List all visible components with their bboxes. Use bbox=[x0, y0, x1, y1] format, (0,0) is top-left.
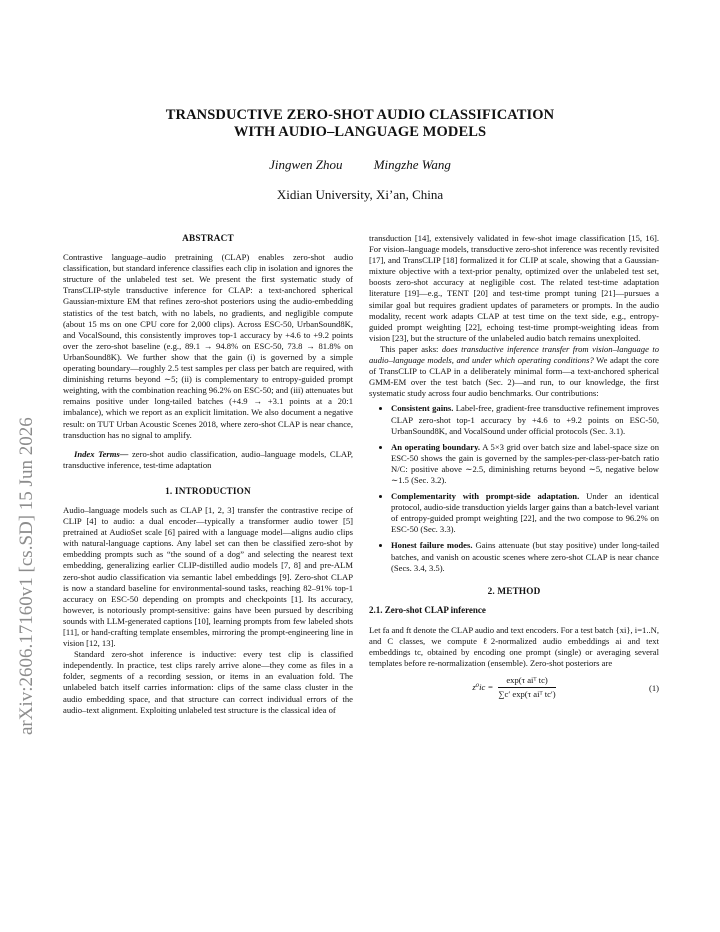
contribution-text: A 5×3 grid over batch size and label-space size on ESC-50 shows the gain is governed by the samples-per-class-per-batch ratio N/C: positive above ∼2.5, diminishing returns beyond ∼5, negative below ∼1.5 (Sec. 3.2). bbox=[391, 441, 659, 485]
equation-lhs: z⁰ic = bbox=[472, 682, 494, 693]
method-heading: 2. METHOD bbox=[487, 585, 541, 596]
authors bbox=[60, 157, 660, 173]
contribution-text: Gains attenuate (but stay positive) under long-tailed batches, and vanish on acoustic scenes where zero-shot CLAP is near chance (Secs. 3.4, 3.5). bbox=[391, 540, 659, 573]
abstract-heading: ABSTRACT bbox=[182, 233, 234, 243]
equation-denominator: ∑c′ exp(τ aiᵀ tc′) bbox=[498, 689, 556, 700]
paper-title bbox=[60, 107, 660, 141]
para4-lead: This paper asks: bbox=[380, 343, 442, 354]
contribution-head: Honest failure modes. bbox=[391, 540, 473, 551]
author-1: Jingwen Zhou bbox=[269, 157, 343, 172]
method-subheading: 2.1. Zero-shot CLAP inference bbox=[369, 604, 486, 615]
right-column bbox=[369, 233, 659, 703]
equation-fraction bbox=[498, 675, 555, 700]
contribution-text: Label-free, gradient-free transductive refinement improves CLAP zero-shot top-1 accuracy by +4.6 to +9.2 points on ESC-50, UrbanSound8K, and VocalSound under official protocols (Sec. 3.1). bbox=[391, 403, 659, 436]
list-item bbox=[391, 491, 659, 535]
equation-1 bbox=[369, 675, 659, 703]
intro-paragraph-4 bbox=[369, 344, 659, 399]
title-line-1: TRANSDUCTIVE ZERO-SHOT AUDIO CLASSIFICATION bbox=[165, 107, 555, 123]
intro-heading: 1. INTRODUCTION bbox=[165, 485, 251, 496]
list-item bbox=[391, 442, 659, 486]
contributions-list bbox=[369, 403, 659, 573]
author-2: Mingzhe Wang bbox=[373, 157, 451, 172]
arxiv-stamp bbox=[2, 180, 42, 740]
contribution-head: Complementarity with prompt-side adaptation. bbox=[391, 491, 580, 502]
title-line-2: WITH AUDIO–LANGUAGE MODELS bbox=[233, 124, 487, 140]
abstract-text: Contrastive language–audio pretraining (CLAP) enables zero-shot audio classification, but standard inference classifies each clip in isolation and ignores the structure of the unlabeled test set. We present the first systematic study of TransCLIP-style transductive inference for CLAP: a text-anchored spherical Gaussian-mixture EM that refines zero-shot posteriors using the audio-embedding statistics of the test batch, with no labels, no gradients, and negligible compute (about 15 ms on one CPU core for 2,000 clips). Across ESC-50, UrbanSound8K, and VocalSound, this consistently improves top-1 accuracy by +4.6 to +9.2 points over the zero-shot baseline (e.g., 89.1 → 94.8% on ESC-50, 73.8 → 81.8% on UrbanSound8K). We further show that the gain (i) is governed by a simple operating boundary—roughly 2.5 test samples per class per batch are required, with diminishing returns beyond ∼5; (ii) is complementary to entropy-guided prompt weighting, with the combination reaching 96.2% on ESC-50; and (iii) attenuates but remains positive under long-tailed batches (+4.9 → +3.1 points at a 20:1 imbalance), which we report as an explicit limitation. We also document a negative result: on TUT Urban Acoustic Scenes 2018, where zero-shot CLAP is near chance, transduction has no signal to amplify. bbox=[63, 252, 353, 440]
index-terms bbox=[63, 449, 353, 471]
intro-paragraph-3: transduction [14], extensively validated in few-shot image classification [15, 16]. For vision–language models, transductive zero-shot inference was recently revisited [17], and TransCLIP [18] formalized it for CLIP at scale, showing that a Gaussian-mixture objective with a text-prior penalty, optimized over the unlabeled test set, boosts zero-shot accuracy at negligible cost. The related test-time adaptation literature [19]—e.g., TENT [20] and test-time prompt tuning [21]—pursues a similar goal but requires gradient updates of parameters or prompts. In the audio modality, recent work adapts CLAP at test time on the text side, e.g., entropy-guided prompt weighting [22], echoing test-time prompt-weighting ideas from vision [23], but the structure of the unlabeled audio batch remains unexploited. bbox=[369, 233, 659, 343]
index-terms-label: Index Terms— bbox=[74, 448, 129, 459]
contribution-head: An operating boundary. bbox=[391, 441, 481, 452]
left-column bbox=[63, 233, 353, 716]
affiliation: Xidian University, Xi’an, China bbox=[276, 187, 444, 202]
para4-rest: We adapt the core of TransCLIP to CLAP in a deliberately minimal form—a text-anchored spherical GMM-EM over the test batch (Sec. 2)—and run, to our knowledge, the first systematic study across four audio benchmarks. Our contributions: bbox=[369, 355, 659, 399]
method-paragraph: Let fa and ft denote the CLAP audio and text encoders. For a test batch {xi}, i=1..N, and C classes, we compute ℓ2-normalized audio embeddings ai and text embeddings tc, obtained by encoding one prompt (single) or averaging several templates before re-normalization (ensemble). Zero-shot posteriors are bbox=[369, 624, 659, 669]
list-item bbox=[391, 540, 659, 573]
contribution-text: Under an identical protocol, audio-side transduction yields larger gains than a batch-level variant of entropy-guided prompt weighting [22], and the two compose to 96.2% on ESC-50 (Sec. 3.3). bbox=[391, 491, 660, 535]
equation-numerator: exp(τ aiᵀ tc) bbox=[498, 675, 555, 688]
equation-number: (1) bbox=[648, 683, 659, 694]
intro-paragraph-1: Audio–language models such as CLAP [1, 2, 3] transfer the contrastive recipe of CLIP [4] to audio: a dual encoder—typically a transformer audio tower [5] pretrained at AudioSet scale [6] paired with a language model—aligns audio clips with natural-language captions. Any label set can then be classified zero-shot by embedding prompts such as “the sound of a dog” and selecting the nearest text embedding, generalizing earlier CLIP-distilled audio models [7, 8] and pre-ALM zero-shot audio classification via semantic label embeddings [9]. Zero-shot CLAP is now a standard baseline for environmental-sound tasks, reaching 82–91% top-1 accuracy on ESC-50 depending on prompts and checkpoints [1]. Its accuracy, however, is notoriously prompt-sensitive: gains have been pursued by describing sounds with LLM-generated captions [10], learning prompts from few labeled shots [11], or hand-crafting template ensembles, mirroring the prompt-engineering line in vision [12, 13]. bbox=[63, 504, 353, 649]
list-item bbox=[391, 403, 659, 436]
index-terms-text: zero-shot audio classification, audio–language models, CLAP, transductive inference, test-time adaptation bbox=[63, 448, 354, 470]
arxiv-stamp-text: arXiv:2606.17160v1 [cs.SD] 15 Jun 2026 bbox=[16, 417, 37, 735]
contribution-head: Consistent gains. bbox=[391, 403, 454, 414]
research-question: does transductive inference transfer from vision–language to audio–language models, and under which operating conditions? bbox=[369, 343, 660, 366]
intro-paragraph-2: Standard zero-shot inference is inductive: every test clip is classified independently. In practice, test clips rarely arrive alone—they come as files in a folder, segments of a recording session, or items in an evaluation fold. The unlabeled batch itself carries information: clips of the same class cluster in the audio embedding space, and that structure can correct individual errors of the audio–text alignment. Exploiting unlabeled test structure is the classical idea of bbox=[63, 649, 353, 715]
